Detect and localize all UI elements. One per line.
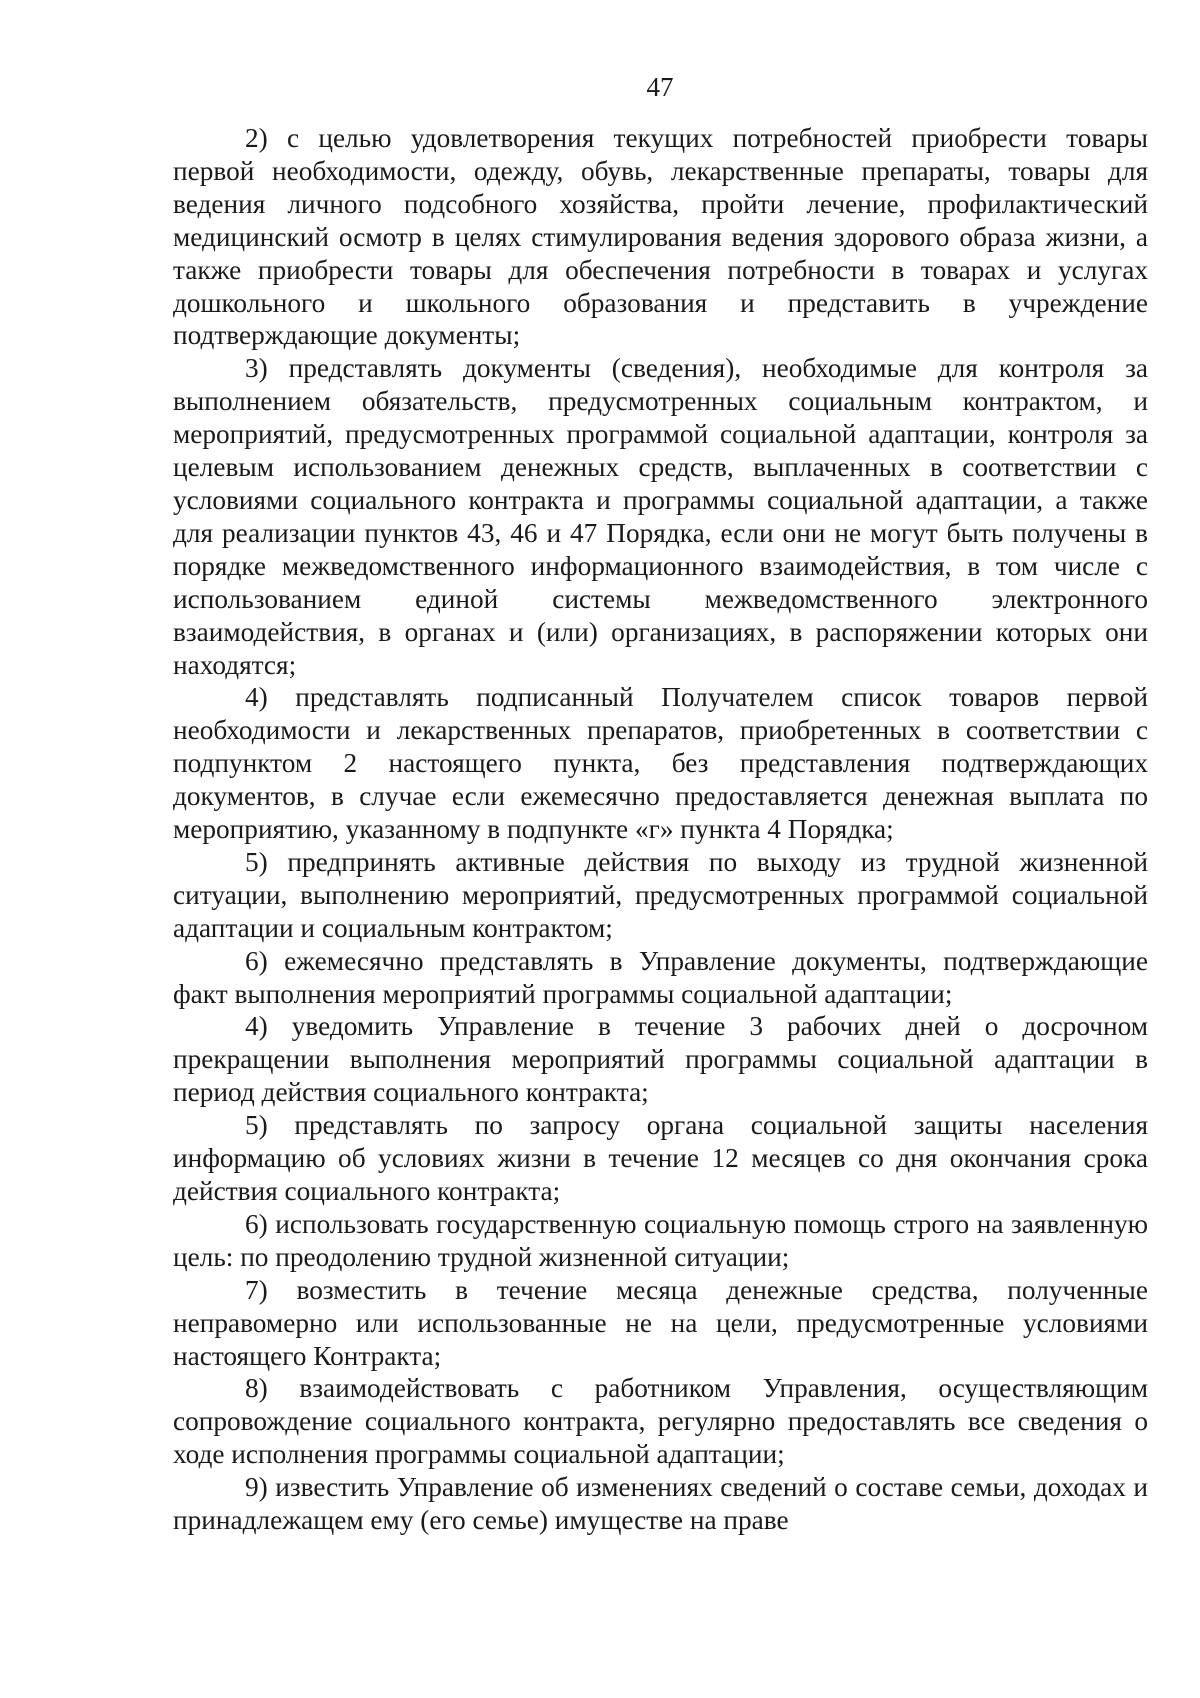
page-number: 47 xyxy=(646,72,674,102)
paragraph-item-9: 9) известить Управление об изменениях сведений о составе семьи, доходах и принадлежащем ему (его семье) имуществе на праве xyxy=(173,1472,1148,1536)
paragraph-item-3: 3) представлять документы (сведения), необходимые для контроля за выполнением обязательств, предусмотренных социальным контрактом, и мероприятий, предусмотренных программой социальной адаптации, контроля за целевым использованием денежных средств, выплаченных в соответствии с условиями социального контракта и программы социальной адаптации, а также для реализации пунктов 43, 46 и 47 Порядка, если они не могут быть получены в порядке межведомственного информационного взаимодействия, в том числе с использованием единой системы межведомственного электронного взаимодействия, в органах и (или) организациях, в распоряжении которых они находятся; xyxy=(173,353,1148,680)
paragraph-item-7: 7) возместить в течение месяца денежные средства, полученные неправомерно или использованные не на цели, предусмотренные условиями настоящего Контракта; xyxy=(173,1274,1148,1371)
paragraph-item-6-use: 6) использовать государственную социальную помощь строго на заявленную цель: по преодолению трудной жизненной ситуации; xyxy=(173,1208,1148,1272)
paragraph-item-4: 4) представлять подписанный Получателем список товаров первой необходимости и лекарственных препаратов, приобретенных в соответствии с подпунктом 2 настоящего пункта, без представления подтверждающих документов, в случае если ежемесячно предоставляется денежная выплата по мероприятию, указанному в подпункте «г» пункта 4 Порядка; xyxy=(173,682,1148,845)
paragraph-item-8: 8) взаимодействовать с работником Управления, осуществляющим сопровождение социального контракта, регулярно предоставлять все сведения о ходе исполнения программы социальной адаптации; xyxy=(173,1373,1148,1470)
paragraph-item-4-notify: 4) уведомить Управление в течение 3 рабочих дней о досрочном прекращении выполнения мероприятий программы социальной адаптации в период действия социального контракта; xyxy=(173,1011,1148,1108)
paragraph-item-2: 2) с целью удовлетворения текущих потребностей приобрести товары первой необходимости, одежду, обувь, лекарственные препараты, товары для ведения личного подсобного хозяйства, пройти лечение, профилактический медицинский осмотр в целях стимулирования ведения здорового образа жизни, а также приобрести товары для обеспечения потребности в товарах и услугах дошкольного и школьного образования и представить в учреждение подтверждающие документы; xyxy=(173,123,1148,351)
paragraph-item-5-request: 5) представлять по запросу органа социальной защиты населения информацию об условиях жизни в течение 12 месяцев со дня окончания срока действия социального контракта; xyxy=(173,1110,1148,1206)
paragraph-item-5: 5) предпринять активные действия по выходу из трудной жизненной ситуации, выполнению мероприятий, предусмотренных программой социальной адаптации и социальным контрактом; xyxy=(173,846,1148,943)
document-body xyxy=(173,122,1148,1537)
paragraph-item-6: 6) ежемесячно представлять в Управление документы, подтверждающие факт выполнения мероприятий программы социальной адаптации; xyxy=(173,945,1148,1009)
